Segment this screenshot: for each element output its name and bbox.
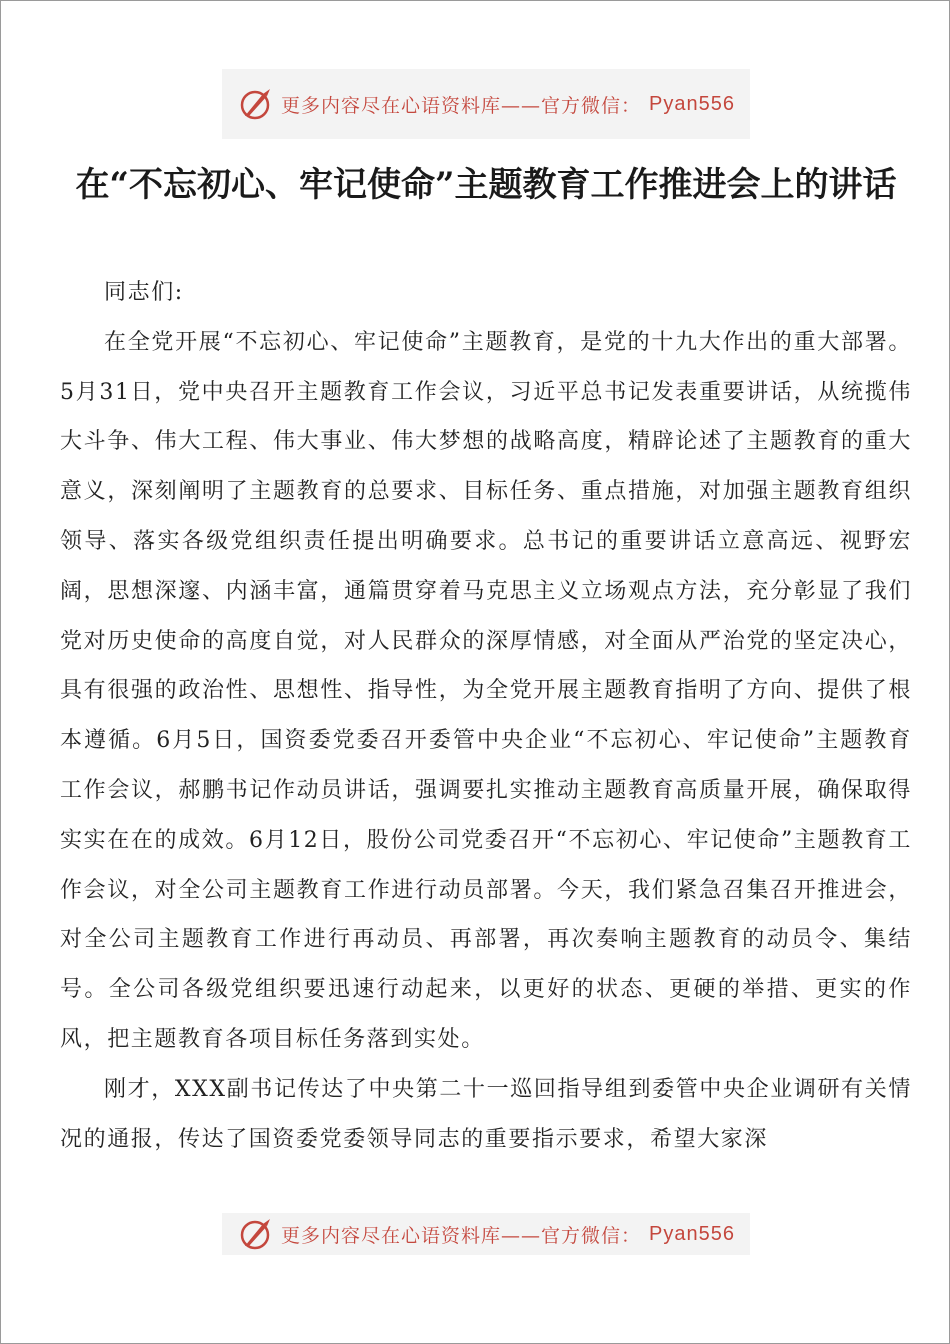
salutation: 同志们: [104, 280, 184, 305]
watermark-wechat-id: Pyan556 [649, 92, 735, 115]
quill-pen-logo-icon [237, 1216, 273, 1252]
document-body [60, 268, 912, 1164]
watermark-banner-top [222, 69, 750, 139]
paragraph: 在全党开展“不忘初心、牢记使命”主题教育，是党的十九大作出的重大部署。5月31日，党中央召开主题教育工作会议，习近平总书记发表重要讲话，从统揽伟大斗争、伟大工程、伟大事业、伟大梦想的战略高度，精辟论述了主题教育的重大意义，深刻阐明了主题教育的总要求、目标任务、重点措施，对加强主题教育组织领导、落实各级党组织责任提出明确要求。总书记的重要讲话立意高远、视野宏阔，思想深邃、内涵丰富，通篇贯穿着马克思主义立场观点方法，充分彰显了我们党对历史使命的高度自觉，对人民群众的深厚情感，对全面从严治党的坚定决心，具有很强的政治性、思想性、指导性，为全党开展主题教育指明了方向、提供了根本遵循。6月5日，国资委党委召开委管中央企业“不忘初心、牢记使命”主题教育工作会议，郝鹏书记作动员讲话，强调要扎实推动主题教育高质量开展，确保取得实实在在的成效。6月12日，股份公司党委召开“不忘初心、牢记使命”主题教育工作会议，对全公司主题教育工作进行动员部署。今天，我们紧急召集召开推进会，对全公司主题教育工作进行再动员、再部署，再次奏响主题教育的动员令、集结号。全公司各级党组织要迅速行动起来，以更好的状态、更硬的举措、更实的作风，把主题教育各项目标任务落到实处。 [60, 329, 912, 1052]
quill-pen-logo-icon [237, 86, 273, 122]
watermark-wechat-id: Pyan556 [649, 1222, 735, 1245]
watermark-site-text: 更多内容尽在心语资料库——官方微信： [281, 1224, 642, 1247]
paragraph: 刚才，XXX副书记传达了中央第二十一巡回指导组到委管中央企业调研有关情况的通报，传达了国资委党委领导同志的重要指示要求，希望大家深 [60, 1076, 912, 1152]
document-title: 在“不忘初心、牢记使命”主题教育工作推进会上的讲话 [75, 165, 897, 205]
watermark-banner-bottom [222, 1213, 750, 1255]
watermark-site-text: 更多内容尽在心语资料库——官方微信： [281, 94, 642, 117]
